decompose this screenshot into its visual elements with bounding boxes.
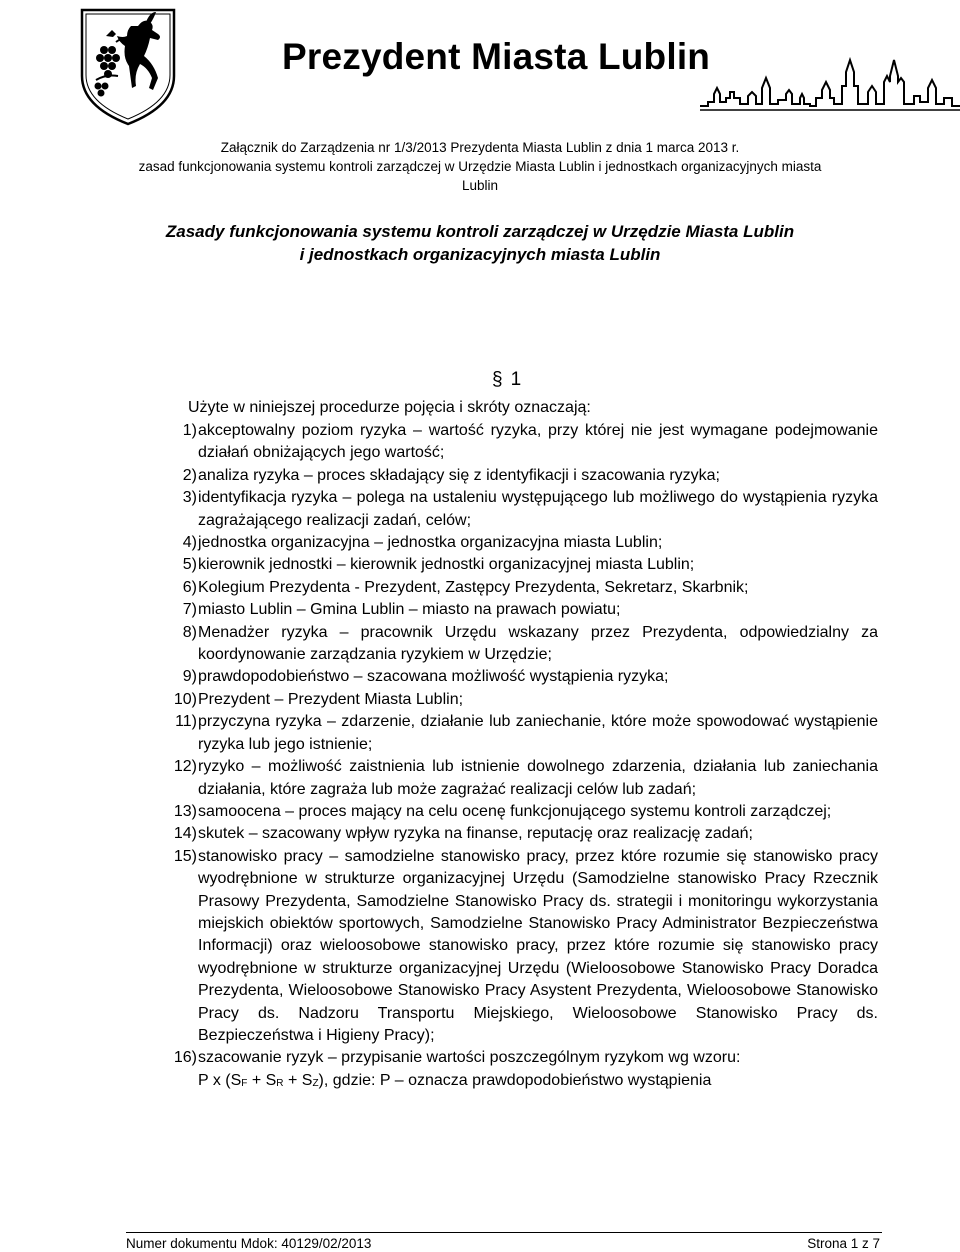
definition-item [160,756,878,801]
definition-text: prawdopodobieństwo – szacowana możliwość wystąpienia ryzyka; [198,668,669,686]
definition-number: 16) [173,1049,197,1067]
footer-document-number: Numer dokumentu Mdok: 40129/02/2013 [126,1236,372,1251]
definition-text: akceptowalny poziom ryzyka – wartość ryzyka, przy której nie jest wymagane podejmowanie działań obniżających jego wartość; [198,422,878,462]
definition-number: 12) [173,758,197,776]
footer-page-number: Strona 1 z 7 [807,1236,880,1251]
definition-number: 13) [173,802,197,820]
lublin-city-skyline-icon [700,48,960,120]
definition-text: przyczyna ryzyka – zdarzenie, działanie lub zaniechanie, które może spowodować wystąpienie ryzyka lub jego istnienie; [198,713,878,753]
definition-text: Prezydent – Prezydent Miasta Lublin; [198,690,464,708]
formula-sub-f: F [241,1077,248,1089]
definition-item [160,420,878,465]
definition-number: 14) [173,825,197,843]
definition-item [160,487,878,532]
definition-text: Kolegium Prezydenta - Prezydent, Zastępcy Prezydenta, Sekretarz, Skarbnik; [198,578,749,596]
definition-item [160,711,878,756]
definition-text: ryzyko – możliwość zaistnienia lub istnienie dowolnego zdarzenia, działania lub zaniechania działania, które zagraża lub może zagrażać realizacji celów lub zadań; [198,758,878,798]
definition-text: stanowisko pracy – samodzielne stanowisko pracy, przez które rozumie się stanowisko pracy wyodrębnione w strukturze organizacyjnej Urzędu (Samodzielne stanowisko Pracy Rzecznik Prasowy Prezydenta, Samodzielne Stanowisko Pracy ds. strategii i monitoringu wykorzystania miejskich obiektów sportowych, Samodzielne Stanowisko Pracy Administrator Bezpieczeństwa Informacji) oraz wieloosobowe stanowisko pracy, przez które rozumie się stanowisko pracy wyodrębnione w strukturze organizacyjnej Urzędu (Wieloosobowe Stanowisko Pracy Doradca Prezydenta, Wieloosobowe Stanowisko Pracy Asystent Prezydenta, Wieloosobowe Stanowisko Pracy ds. Nadzoru Transportu Miejskiego, Wieloosobowe Stanowisko Pracy ds. Bezpieczeństwa i Higieny Pracy); [198,847,878,1044]
definition-item [160,554,878,576]
definition-item [160,599,878,621]
formula-sub-z: Z [312,1077,319,1089]
definition-text: miasto Lublin – Gmina Lublin – miasto na prawach powiatu; [198,601,621,619]
document-title-line-2: i jednostkach organizacyjnych miasta Lublin [299,245,661,264]
definition-item [160,577,878,599]
definition-text: Menadżer ryzyka – pracownik Urzędu wskazany przez Prezydenta, odpowiedzialny za koordynowanie zarządzania ryzykiem w Urzędzie; [198,623,878,664]
annex-line-2: zasad funkcjonowania systemu kontroli zarządczej w Urzędzie Miasta Lublin i jednostkach organizacyjnych miasta [138,159,822,174]
definition-number: 1) [182,422,197,439]
definition-number: 11) [175,713,197,731]
paragraph-symbol: § [492,369,503,390]
annex-note [120,138,840,195]
formula-part: + S [283,1071,313,1089]
paragraph-number: 1 [510,369,522,390]
definition-number: 6) [182,578,197,596]
definition-item [160,465,878,487]
footer-divider [126,1232,882,1233]
definition-number: 9) [182,668,197,686]
definition-item [160,532,878,554]
definition-item [160,689,878,711]
formula [198,1072,711,1089]
lublin-coat-of-arms-icon [76,6,180,126]
definition-number: 10) [173,690,197,708]
definition-number: 2) [182,466,197,484]
definition-text: skutek – szacowany wpływ ryzyka na finanse, reputację oraz realizację zadań; [198,825,753,843]
definition-item [160,666,878,688]
definition-item [160,846,878,1048]
definition-text [198,1047,878,1094]
definition-item [160,1047,878,1094]
formula-part: P x (S [198,1071,242,1089]
formula-sub-r: R [276,1077,284,1089]
definition-item [160,622,878,667]
definition-number: 15) [173,847,197,865]
paragraph-heading [492,369,521,391]
definition-text: analiza ryzyka – proces składający się z identyfikacji i szacowania ryzyka; [198,466,720,484]
annex-line-1: Załącznik do Zarządzenia nr 1/3/2013 Prezydenta Miasta Lublin z dnia 1 marca 2013 r. [220,140,740,155]
definition-number: 4) [182,534,197,552]
formula-part: ), gdzie: P – oznacza prawdopodobieństwo wystąpienia [318,1071,712,1089]
definition-item [160,823,878,845]
definition-number: 7) [182,601,197,619]
definition-text: jednostka organizacyjna – jednostka organizacyjna miasta Lublin; [198,534,663,552]
page-title: Prezydent Miasta Lublin [282,36,711,77]
definition-number: 8) [182,623,197,641]
definition-16-line-1: szacowanie ryzyk – przypisanie wartości poszczególnym ryzykom wg wzoru: [198,1049,741,1067]
definition-text: kierownik jednostki – kierownik jednostki organizacyjnej miasta Lublin; [198,556,695,574]
definition-item [160,801,878,823]
definition-number: 5) [182,556,197,574]
definition-number: 3) [182,489,197,507]
document-title [100,220,860,266]
definition-text: samoocena – proces mający na celu ocenę funkcjonującego systemu kontroli zarządczej; [198,802,832,820]
formula-part: + S [247,1071,277,1089]
definitions-intro: Użyte w niniejszej procedurze pojęcia i skróty oznaczają: [188,399,591,416]
definition-text: identyfikacja ryzyka – polega na ustaleniu występującego lub możliwego do wystąpienia ryzyka zagrażającego realizacji zadań, celów; [198,489,878,529]
annex-line-3: Lublin [461,178,499,193]
definitions-list [160,420,878,1094]
document-title-line-1: Zasady funkcjonowania systemu kontroli zarządczej w Urzędzie Miasta Lublin [165,222,795,241]
